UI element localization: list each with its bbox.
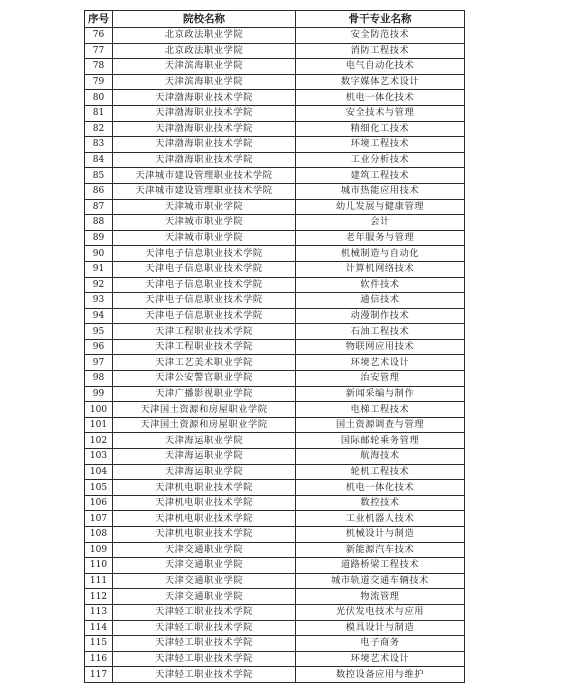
serial-number-cell: 79 [85, 74, 113, 90]
school-name-cell: 天津电子信息职业技术学院 [113, 308, 296, 324]
serial-number-cell: 89 [85, 230, 113, 246]
school-name-cell: 天津轻工职业技术学院 [113, 636, 296, 652]
table-row [85, 402, 465, 418]
major-name-cell: 幼儿发展与健康管理 [296, 199, 465, 215]
school-name-cell: 天津渤海职业技术学院 [113, 105, 296, 121]
table-row [85, 246, 465, 262]
table-row [85, 105, 465, 121]
table-row [85, 152, 465, 168]
major-name-cell: 新能源汽车技术 [296, 542, 465, 558]
table-row [85, 449, 465, 465]
school-name-cell: 天津城市职业学院 [113, 215, 296, 231]
table-row [85, 636, 465, 652]
major-name-cell: 环境艺术设计 [296, 355, 465, 371]
table-row [85, 433, 465, 449]
table-row [85, 620, 465, 636]
major-name-cell: 动漫制作技术 [296, 308, 465, 324]
serial-number-cell: 113 [85, 604, 113, 620]
major-name-cell: 计算机网络技术 [296, 261, 465, 277]
major-name-cell: 模具设计与制造 [296, 620, 465, 636]
header-school-name: 院校名称 [113, 11, 296, 28]
serial-number-cell: 78 [85, 59, 113, 75]
serial-number-cell: 93 [85, 293, 113, 309]
document-page [84, 10, 464, 683]
serial-number-cell: 87 [85, 199, 113, 215]
serial-number-cell: 110 [85, 558, 113, 574]
table-row [85, 573, 465, 589]
major-name-cell: 机电一体化技术 [296, 90, 465, 106]
major-name-cell: 国土资源调查与管理 [296, 417, 465, 433]
table-row [85, 74, 465, 90]
serial-number-cell: 90 [85, 246, 113, 262]
major-name-cell: 机械设计与制造 [296, 527, 465, 543]
school-name-cell: 天津城市职业学院 [113, 199, 296, 215]
major-name-cell: 城市轨道交通车辆技术 [296, 573, 465, 589]
major-name-cell: 消防工程技术 [296, 43, 465, 59]
major-name-cell: 机械制造与自动化 [296, 246, 465, 262]
major-name-cell: 安全防范技术 [296, 28, 465, 44]
school-name-cell: 天津机电职业技术学院 [113, 511, 296, 527]
serial-number-cell: 98 [85, 371, 113, 387]
major-name-cell: 环境艺术设计 [296, 651, 465, 667]
major-name-cell: 会计 [296, 215, 465, 231]
school-name-cell: 天津电子信息职业技术学院 [113, 246, 296, 262]
school-name-cell: 天津电子信息职业技术学院 [113, 277, 296, 293]
table-row [85, 215, 465, 231]
major-name-cell: 工业机器人技术 [296, 511, 465, 527]
serial-number-cell: 92 [85, 277, 113, 293]
school-name-cell: 天津轻工职业技术学院 [113, 604, 296, 620]
table-row [85, 651, 465, 667]
major-name-cell: 航海技术 [296, 449, 465, 465]
serial-number-cell: 82 [85, 121, 113, 137]
school-name-cell: 天津渤海职业技术学院 [113, 90, 296, 106]
school-name-cell: 天津机电职业技术学院 [113, 480, 296, 496]
school-name-cell: 天津国土资源和房屋职业学院 [113, 417, 296, 433]
table-row [85, 293, 465, 309]
school-name-cell: 天津交通职业学院 [113, 573, 296, 589]
serial-number-cell: 77 [85, 43, 113, 59]
majors-table [84, 10, 465, 683]
table-row [85, 355, 465, 371]
table-row [85, 121, 465, 137]
table-row [85, 542, 465, 558]
serial-number-cell: 111 [85, 573, 113, 589]
major-name-cell: 老年服务与管理 [296, 230, 465, 246]
school-name-cell: 天津交通职业学院 [113, 589, 296, 605]
table-row [85, 480, 465, 496]
major-name-cell: 数控技术 [296, 495, 465, 511]
major-name-cell: 电子商务 [296, 636, 465, 652]
serial-number-cell: 106 [85, 495, 113, 511]
serial-number-cell: 95 [85, 324, 113, 340]
major-name-cell: 道路桥梁工程技术 [296, 558, 465, 574]
serial-number-cell: 97 [85, 355, 113, 371]
serial-number-cell: 99 [85, 386, 113, 402]
serial-number-cell: 88 [85, 215, 113, 231]
table-row [85, 339, 465, 355]
school-name-cell: 天津工程职业技术学院 [113, 339, 296, 355]
school-name-cell: 天津渤海职业技术学院 [113, 121, 296, 137]
school-name-cell: 天津交通职业学院 [113, 558, 296, 574]
table-row [85, 589, 465, 605]
school-name-cell: 天津电子信息职业技术学院 [113, 293, 296, 309]
table-row [85, 495, 465, 511]
serial-number-cell: 102 [85, 433, 113, 449]
major-name-cell: 工业分析技术 [296, 152, 465, 168]
serial-number-cell: 115 [85, 636, 113, 652]
school-name-cell: 天津国土资源和房屋职业学院 [113, 402, 296, 418]
table-row [85, 277, 465, 293]
school-name-cell: 天津机电职业技术学院 [113, 495, 296, 511]
table-row [85, 417, 465, 433]
major-name-cell: 物流管理 [296, 589, 465, 605]
school-name-cell: 天津轻工职业技术学院 [113, 651, 296, 667]
table-row [85, 230, 465, 246]
school-name-cell: 天津渤海职业技术学院 [113, 152, 296, 168]
table-row [85, 386, 465, 402]
major-name-cell: 建筑工程技术 [296, 168, 465, 184]
school-name-cell: 天津滨海职业学院 [113, 74, 296, 90]
school-name-cell: 天津公安警官职业学院 [113, 371, 296, 387]
major-name-cell: 轮机工程技术 [296, 464, 465, 480]
header-major-name: 骨干专业名称 [296, 11, 465, 28]
table-row [85, 28, 465, 44]
serial-number-cell: 81 [85, 105, 113, 121]
serial-number-cell: 116 [85, 651, 113, 667]
serial-number-cell: 83 [85, 137, 113, 153]
serial-number-cell: 107 [85, 511, 113, 527]
school-name-cell: 天津广播影视职业学院 [113, 386, 296, 402]
school-name-cell: 天津城市职业学院 [113, 230, 296, 246]
school-name-cell: 天津城市建设管理职业技术学院 [113, 183, 296, 199]
school-name-cell: 天津城市建设管理职业技术学院 [113, 168, 296, 184]
serial-number-cell: 103 [85, 449, 113, 465]
table-row [85, 667, 465, 683]
table-row [85, 261, 465, 277]
major-name-cell: 软件技术 [296, 277, 465, 293]
table-row [85, 371, 465, 387]
serial-number-cell: 85 [85, 168, 113, 184]
table-body [85, 28, 465, 683]
table-row [85, 324, 465, 340]
serial-number-cell: 109 [85, 542, 113, 558]
major-name-cell: 通信技术 [296, 293, 465, 309]
school-name-cell: 天津渤海职业技术学院 [113, 137, 296, 153]
major-name-cell: 国际邮轮乘务管理 [296, 433, 465, 449]
school-name-cell: 天津电子信息职业技术学院 [113, 261, 296, 277]
major-name-cell: 安全技术与管理 [296, 105, 465, 121]
school-name-cell: 天津海运职业学院 [113, 433, 296, 449]
serial-number-cell: 94 [85, 308, 113, 324]
header-serial-number: 序号 [85, 11, 113, 28]
table-row [85, 527, 465, 543]
table-row [85, 199, 465, 215]
major-name-cell: 石油工程技术 [296, 324, 465, 340]
school-name-cell: 天津海运职业学院 [113, 464, 296, 480]
table-row [85, 558, 465, 574]
serial-number-cell: 84 [85, 152, 113, 168]
table-header-row [85, 11, 465, 28]
serial-number-cell: 105 [85, 480, 113, 496]
serial-number-cell: 100 [85, 402, 113, 418]
major-name-cell: 电气自动化技术 [296, 59, 465, 75]
table-row [85, 137, 465, 153]
major-name-cell: 机电一体化技术 [296, 480, 465, 496]
major-name-cell: 新闻采编与制作 [296, 386, 465, 402]
serial-number-cell: 80 [85, 90, 113, 106]
table-row [85, 43, 465, 59]
serial-number-cell: 91 [85, 261, 113, 277]
school-name-cell: 北京政法职业学院 [113, 43, 296, 59]
major-name-cell: 数字媒体艺术设计 [296, 74, 465, 90]
major-name-cell: 光伏发电技术与应用 [296, 604, 465, 620]
major-name-cell: 物联网应用技术 [296, 339, 465, 355]
serial-number-cell: 96 [85, 339, 113, 355]
serial-number-cell: 108 [85, 527, 113, 543]
serial-number-cell: 76 [85, 28, 113, 44]
major-name-cell: 治安管理 [296, 371, 465, 387]
school-name-cell: 天津海运职业学院 [113, 449, 296, 465]
school-name-cell: 天津轻工职业技术学院 [113, 620, 296, 636]
school-name-cell: 天津机电职业技术学院 [113, 527, 296, 543]
table-row [85, 168, 465, 184]
school-name-cell: 天津轻工职业技术学院 [113, 667, 296, 683]
school-name-cell: 天津工程职业技术学院 [113, 324, 296, 340]
table-row [85, 511, 465, 527]
serial-number-cell: 101 [85, 417, 113, 433]
serial-number-cell: 114 [85, 620, 113, 636]
major-name-cell: 数控设备应用与维护 [296, 667, 465, 683]
school-name-cell: 天津工艺美术职业学院 [113, 355, 296, 371]
table-row [85, 604, 465, 620]
serial-number-cell: 112 [85, 589, 113, 605]
serial-number-cell: 86 [85, 183, 113, 199]
school-name-cell: 北京政法职业学院 [113, 28, 296, 44]
major-name-cell: 电梯工程技术 [296, 402, 465, 418]
table-row [85, 308, 465, 324]
major-name-cell: 精细化工技术 [296, 121, 465, 137]
serial-number-cell: 104 [85, 464, 113, 480]
table-row [85, 464, 465, 480]
school-name-cell: 天津滨海职业学院 [113, 59, 296, 75]
table-row [85, 90, 465, 106]
table-row [85, 59, 465, 75]
serial-number-cell: 117 [85, 667, 113, 683]
major-name-cell: 城市热能应用技术 [296, 183, 465, 199]
major-name-cell: 环境工程技术 [296, 137, 465, 153]
table-row [85, 183, 465, 199]
school-name-cell: 天津交通职业学院 [113, 542, 296, 558]
